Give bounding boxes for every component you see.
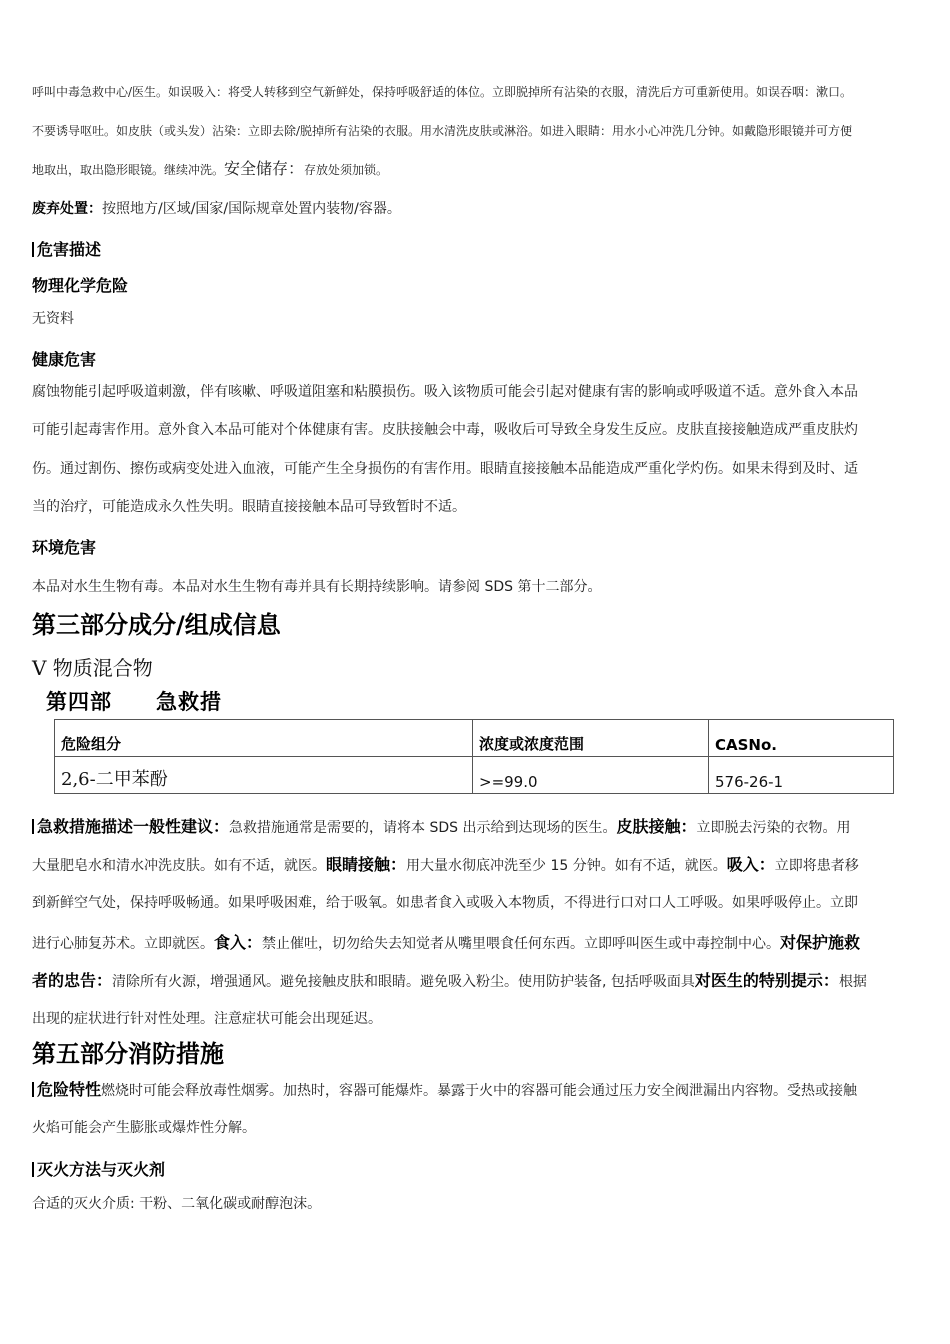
first-aid-line-5: 者的忠告：清除所有火源，增强通风。避免接触皮肤和眼睛。避免吸入粉尘。使用防护装备, 包括呼吸面具对医生的特别提示：根据 (32, 971, 867, 990)
composition-table (54, 719, 894, 794)
first-aid-line-6: 出现的症状进行针对性处理。注意症状可能会出现延迟。 (32, 1011, 382, 1027)
heading-bar (32, 1082, 34, 1097)
section-5-heading: 第五部分消防措施 (32, 1040, 224, 1068)
table-cell: 2,6-二甲苯酚 (55, 757, 473, 794)
heading-bar (32, 1162, 34, 1177)
composition-table-wrap (54, 719, 916, 794)
first-aid-line-4: 进行心肺复苏术。立即就医。食入：禁止催吐，切勿给失去知觉者从嘴里喂食任何东西。立即呼叫医生或中毒控制中心。对保护施救 (32, 933, 861, 952)
environment-text: 本品对水生生物有毒。本品对水生生物有毒并具有长期持续影响。请参阅 SDS 第十二部分。 (32, 579, 602, 595)
fire-hazard-line-1: 危险特性燃烧时可能会释放毒性烟雾。加热时，容器可能爆炸。暴露于火中的容器可能会通过压力安全阀泄漏出内容物。受热或接触 (32, 1077, 922, 1100)
health-heading: 健康危害 (32, 350, 97, 369)
fire-hazard-line-2: 火焰可能会产生膨胀或爆炸性分解。 (32, 1120, 256, 1136)
disposal-text: 按照地方/区域/国家/国际规章处置内装物/容器。 (102, 201, 401, 217)
extinguishing-heading: 灭火方法与灭火剂 (32, 1157, 922, 1180)
heading-bar (32, 819, 34, 834)
health-line-4: 当的治疗，可能造成永久性失明。眼睛直接接触本品可导致暂时不适。 (32, 499, 466, 515)
physchem-text: 无资料 (32, 311, 74, 327)
extinguishing-text: 合适的灭火介质: 干粉、二氧化碳或耐醇泡沫。 (32, 1196, 322, 1212)
health-line-1: 腐蚀物能引起呼吸道刺激，伴有咳嗽、呼吸道阻塞和粘膜损伤。吸入该物质可能会引起对健康有害的影响或呼吸道不适。意外食入本品 (32, 384, 858, 400)
table-header-cell: 浓度或浓度范围 (473, 720, 709, 757)
first-aid-continued-line-3 (32, 159, 922, 180)
first-aid-line-3: 到新鲜空气处，保持呼吸畅通。如果呼吸困难，给于吸氧。如患者食入或吸入本物质，不得进行口对口人工呼吸。如果呼吸停止。立即 (32, 895, 858, 911)
first-aid-line-2: 大量肥皂水和清水冲洗皮肤。如有不适，就医。眼睛接触：用大量水彻底冲洗至少 15 分钟。如有不适，就医。吸入：立即将患者移 (32, 855, 859, 874)
health-line-3: 伤。通过割伤、擦伤或病变处进入血液，可能产生全身损伤的有害作用。眼睛直接接触本品能造成严重化学灼伤。如果未得到及时、适 (32, 461, 858, 477)
table-header-cell: CASNo. (709, 720, 894, 757)
table-cell: 576-26-1 (709, 757, 894, 794)
first-aid-continued-line-2: 不要诱导呕吐。如皮肤（或头发）沾染：立即去除/脱掉所有沾染的衣服。用水清洗皮肤或淋浴。如进入眼睛：用水小心冲洗几分钟。如戴隐形眼镜并可方便 (32, 124, 853, 138)
storage-text: 存放处须加锁。 (304, 163, 389, 177)
table-header-cell: 危险组分 (55, 720, 473, 757)
disposal-label: 废弃处置： (32, 201, 102, 217)
table-header-row (55, 720, 894, 757)
physchem-heading: 物理化学危险 (32, 276, 129, 295)
disposal-line (32, 198, 922, 218)
hazard-description-heading: 危害描述 (32, 237, 922, 260)
first-aid-continued-line-1: 呼叫中毒急救中心/医生。如误吸入：将受人转移到空气新鲜处，保持呼吸舒适的体位。立即脱掉所有沾染的衣服，清洗后方可重新使用。如误吞咽：漱口。 (32, 85, 853, 99)
table-row (55, 757, 894, 794)
section-4-overlap-heading: 第四部 急救措 (46, 690, 222, 714)
first-aid-continued-text: 地取出，取出隐形眼镜。继续冲洗。 (32, 163, 225, 177)
health-line-2: 可能引起毒害作用。意外食入本品可能对个体健康有害。皮肤接触会中毒，吸收后可导致全身发生反应。皮肤直接接触造成严重皮肤灼 (32, 422, 858, 438)
section-3-heading: 第三部分成分/组成信息 (32, 611, 281, 639)
heading-bar (32, 242, 34, 257)
environment-heading: 环境危害 (32, 538, 97, 557)
mixture-label: V 物质混合物 (32, 656, 153, 680)
storage-label: 安全储存： (224, 159, 305, 178)
table-cell: >=99.0 (473, 757, 709, 794)
first-aid-line-1: 急救措施描述一般性建议：急救措施通常是需要的，请将本 SDS 出示给到达现场的医生。皮肤接触：立即脱去污染的衣物。用 (32, 814, 922, 837)
